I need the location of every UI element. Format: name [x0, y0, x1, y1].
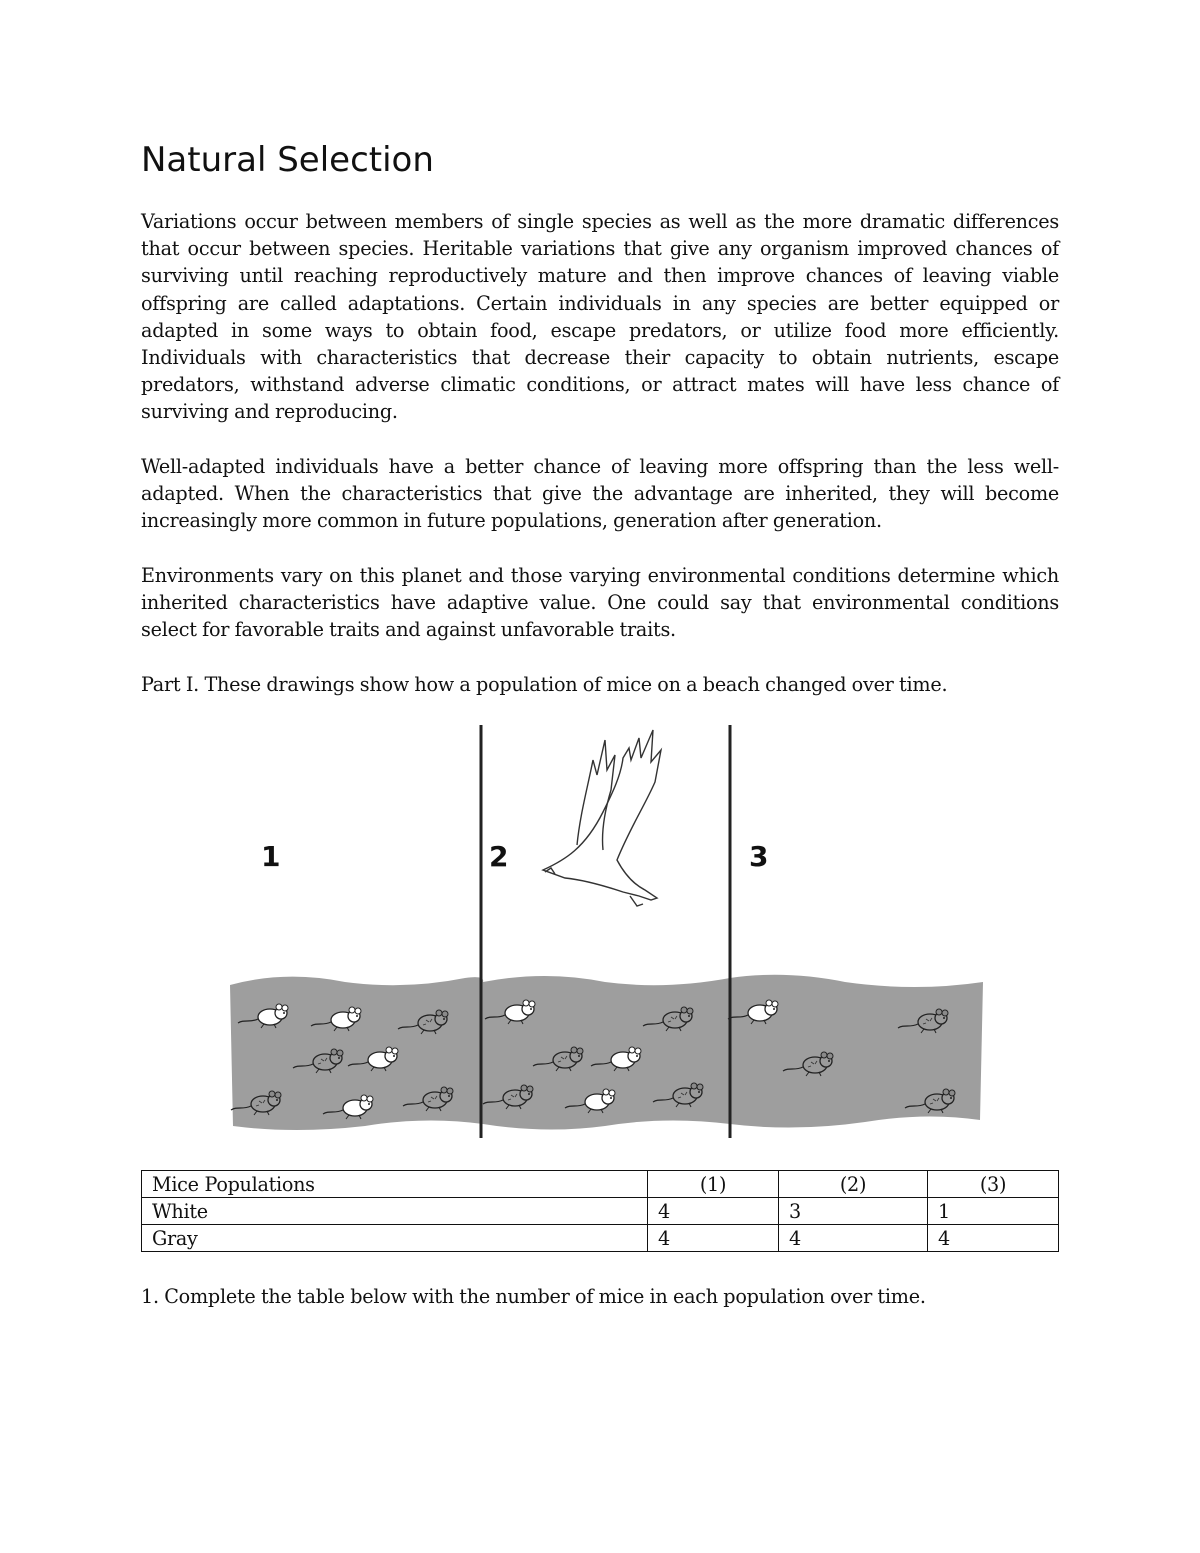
question-1: 1. Complete the table below with the number of mice in each population over time. [141, 1285, 926, 1308]
table-cell: 1 [928, 1198, 1059, 1225]
table-header-cell: (2) [779, 1171, 928, 1198]
mice-population-table [141, 1170, 1059, 1252]
row-label: White [142, 1198, 648, 1225]
part-one-intro: Part I. These drawings show how a population of mice on a beach changed over time. [141, 673, 948, 696]
table-cell: 4 [648, 1225, 779, 1252]
environment-paragraph: Environments vary on this planet and those varying environmental conditions determine which inherited characteristics have adaptive value. One could say that environmental conditions select for favorable traits and against unfavorable traits. [141, 564, 1059, 642]
table-cell: 4 [648, 1198, 779, 1225]
table-header-row [142, 1171, 1059, 1198]
page-title: Natural Selection [141, 140, 434, 180]
intro-paragraph: Variations occur between members of single species as well as the more dramatic differences that occur between species. Heritable variations that give any organism improved chances of surviving until reaching reproductively mature and then improve chances of leaving viable offspring are called adaptations. Certain individuals in any species are better equipped or adapted in some ways to obtain food, escape predators, or utilize food more efficiently. Individuals with characteristics that decrease their capacity to obtain nutrients, escape predators, withstand adverse climatic conditions, or attract mates will have less chance of surviving and reproducing. [141, 210, 1059, 424]
table-cell: 4 [928, 1225, 1059, 1252]
table-header-cell: (1) [648, 1171, 779, 1198]
table-header-cell: Mice Populations [142, 1171, 648, 1198]
table-cell: 3 [779, 1198, 928, 1225]
table-row [142, 1225, 1059, 1252]
adaptation-paragraph: Well-adapted individuals have a better chance of leaving more offspring than the less well-adapted. When the characteristics that give the advantage are inherited, they will become increasingly more common in future populations, generation after generation. [141, 455, 1059, 533]
hawk-illustration [543, 730, 661, 906]
table-header-cell: (3) [928, 1171, 1059, 1198]
mice-population-figure [225, 720, 990, 1145]
table-cell: 4 [779, 1225, 928, 1252]
panel-label-1: 1 [261, 840, 281, 873]
panel-label-2: 2 [489, 840, 509, 873]
table-row [142, 1198, 1059, 1225]
row-label: Gray [142, 1225, 648, 1252]
panel-label-3: 3 [749, 840, 769, 873]
